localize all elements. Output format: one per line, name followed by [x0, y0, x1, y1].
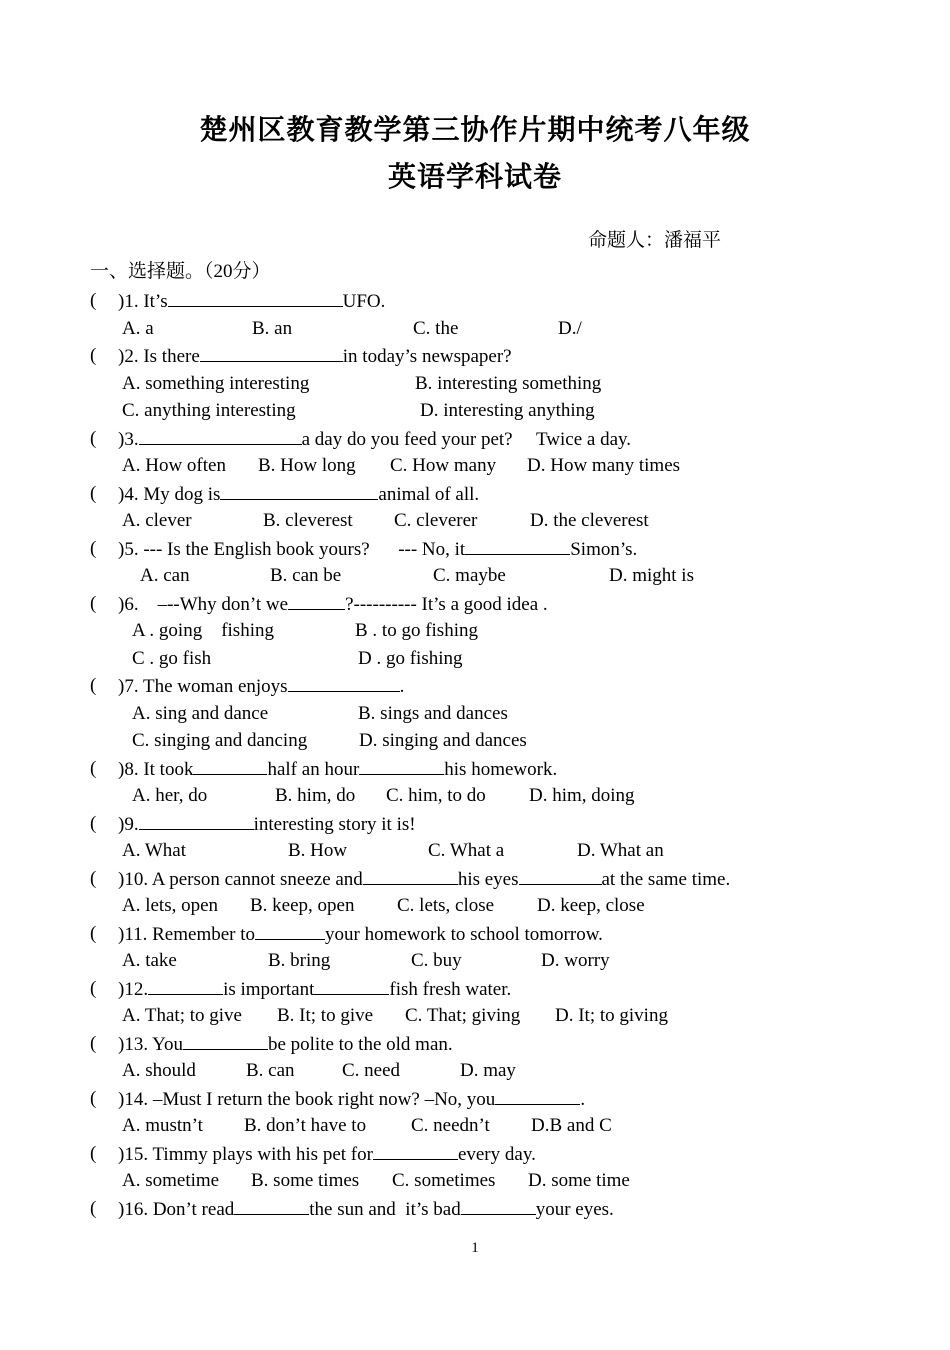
answer-blank[interactable]: [314, 977, 389, 995]
exam-title-line2: 英语学科试卷: [387, 160, 562, 193]
question-text-after: .: [580, 1089, 586, 1110]
question-text: )2. Is there: [118, 346, 200, 367]
option-b[interactable]: B. him, do: [275, 785, 356, 806]
option-c[interactable]: C. That; giving: [405, 1005, 521, 1026]
answer-paren[interactable]: (: [90, 538, 97, 559]
answer-paren[interactable]: (: [90, 290, 97, 311]
option-b[interactable]: B. don’t have to: [244, 1115, 367, 1136]
option-b[interactable]: B . to go fishing: [355, 620, 478, 641]
option-a[interactable]: A. sing and dance: [132, 703, 269, 724]
option-d[interactable]: D. might is: [609, 565, 694, 586]
answer-blank[interactable]: [139, 812, 254, 830]
question-text-after: .: [399, 676, 405, 697]
option-b[interactable]: B. How long: [258, 455, 356, 476]
option-a[interactable]: A. should: [122, 1060, 196, 1081]
question-text-after: a day do you feed your pet? Twice a day.: [301, 429, 632, 450]
question-text: )16. Don’t read: [118, 1199, 235, 1220]
option-d[interactable]: D. singing and dances: [359, 730, 527, 751]
answer-blank[interactable]: [495, 1087, 580, 1105]
answer-blank[interactable]: [288, 592, 345, 610]
question-text: )14. –Must I return the book right now? –No, you: [118, 1089, 496, 1110]
option-d[interactable]: D. It; to giving: [555, 1005, 668, 1026]
answer-blank[interactable]: [183, 1032, 268, 1050]
option-c[interactable]: C . go fish: [132, 648, 212, 669]
question-text: )6. –--Why don’t we: [118, 594, 289, 615]
answer-paren[interactable]: (: [90, 978, 97, 999]
option-b[interactable]: B. sings and dances: [358, 703, 508, 724]
question-text-after: at the same time.: [601, 869, 731, 890]
question-text: )1. It’s: [118, 291, 168, 312]
option-d[interactable]: D. some time: [528, 1170, 630, 1191]
answer-blank[interactable]: [373, 1142, 458, 1160]
option-c[interactable]: C. lets, close: [397, 895, 495, 916]
answer-paren[interactable]: (: [90, 593, 97, 614]
answer-blank[interactable]: [200, 344, 343, 362]
answer-blank[interactable]: [168, 289, 343, 307]
option-d[interactable]: D . go fishing: [358, 648, 463, 669]
option-b[interactable]: B. interesting something: [415, 373, 602, 394]
option-a[interactable]: A. lets, open: [122, 895, 219, 916]
question-text-mid: the sun and it’s bad: [309, 1199, 461, 1220]
answer-paren[interactable]: (: [90, 758, 97, 779]
option-d[interactable]: D. may: [460, 1060, 516, 1081]
option-c[interactable]: C. the: [413, 318, 459, 339]
question-text: )12.: [118, 979, 149, 1000]
question-text-after: Simon’s.: [570, 539, 638, 560]
option-d[interactable]: D. keep, close: [537, 895, 645, 916]
answer-paren[interactable]: (: [90, 923, 97, 944]
option-a[interactable]: A. take: [122, 950, 177, 971]
option-d[interactable]: D. the cleverest: [530, 510, 649, 531]
answer-blank[interactable]: [255, 922, 325, 940]
answer-blank[interactable]: [193, 757, 267, 775]
question-text-mid: is important: [223, 979, 315, 1000]
option-a[interactable]: A. sometime: [122, 1170, 220, 1191]
exam-title-line1: 楚州区教育教学第三协作片期中统考八年级: [199, 113, 751, 146]
answer-paren[interactable]: (: [90, 1088, 97, 1109]
question-text-after: be polite to the old man.: [267, 1034, 453, 1055]
question-text-after: your eyes.: [535, 1199, 614, 1220]
answer-blank[interactable]: [465, 537, 570, 555]
answer-blank[interactable]: [461, 1197, 536, 1215]
question-text: )10. A person cannot sneeze and: [118, 869, 363, 890]
option-a[interactable]: A. her, do: [132, 785, 208, 806]
option-b[interactable]: B. It; to give: [277, 1005, 374, 1026]
question-text: )11. Remember to: [118, 924, 256, 945]
option-a[interactable]: A. a: [122, 318, 154, 339]
question-text: )9.: [118, 814, 139, 835]
answer-paren[interactable]: (: [90, 1033, 97, 1054]
option-b[interactable]: B. some times: [251, 1170, 360, 1191]
option-b[interactable]: B. can: [246, 1060, 295, 1081]
answer-blank[interactable]: [519, 867, 602, 885]
option-a[interactable]: A . going fishing: [132, 620, 274, 641]
option-c[interactable]: C. needn’t: [411, 1115, 490, 1136]
option-b[interactable]: B. keep, open: [250, 895, 355, 916]
answer-paren[interactable]: (: [90, 345, 97, 366]
option-c[interactable]: C. What a: [428, 840, 505, 861]
option-c[interactable]: C. him, to do: [386, 785, 486, 806]
question-text-after: animal of all.: [378, 484, 480, 505]
question-text: )4. My dog is: [118, 484, 221, 505]
option-c[interactable]: C. How many: [390, 455, 497, 476]
answer-blank[interactable]: [148, 977, 223, 995]
question-text-after: every day.: [457, 1144, 536, 1165]
question-text: )5. --- Is the English book yours? --- No, it: [118, 539, 466, 560]
answer-blank[interactable]: [363, 867, 458, 885]
option-b[interactable]: B. cleverest: [263, 510, 353, 531]
option-b[interactable]: B. bring: [268, 950, 331, 971]
author-line: 命题人：潘福平: [588, 230, 722, 251]
question-text-after: fish fresh water.: [389, 979, 512, 1000]
answer-blank[interactable]: [359, 757, 444, 775]
option-a[interactable]: A. something interesting: [122, 373, 310, 394]
option-a[interactable]: A. That; to give: [122, 1005, 242, 1026]
option-d[interactable]: D./: [558, 318, 582, 339]
section-heading: 一、选择题。（20分）: [90, 261, 271, 282]
question-text-after: UFO.: [342, 291, 386, 312]
option-d[interactable]: D. worry: [541, 950, 610, 971]
answer-blank[interactable]: [234, 1197, 309, 1215]
answer-paren[interactable]: (: [90, 813, 97, 834]
option-d[interactable]: D. What an: [577, 840, 664, 861]
option-a[interactable]: A. How often: [122, 455, 226, 476]
option-c[interactable]: C. need: [342, 1060, 401, 1081]
option-c[interactable]: C. singing and dancing: [132, 730, 308, 751]
option-c[interactable]: C. sometimes: [392, 1170, 496, 1191]
question-text-mid: his eyes: [457, 869, 519, 890]
question-text-after: your homework to school tomorrow.: [325, 924, 603, 945]
option-b[interactable]: B. an: [252, 318, 293, 339]
answer-paren[interactable]: (: [90, 1143, 97, 1164]
option-c[interactable]: C. anything interesting: [122, 400, 296, 421]
option-d[interactable]: D. interesting anything: [420, 400, 595, 421]
answer-paren[interactable]: (: [90, 1198, 97, 1219]
option-d[interactable]: D. him, doing: [529, 785, 635, 806]
option-c[interactable]: C. buy: [411, 950, 462, 971]
option-a[interactable]: A. What: [122, 840, 187, 861]
question-text-after: interesting story it is!: [253, 814, 416, 835]
answer-paren[interactable]: (: [90, 675, 97, 696]
option-a[interactable]: A. mustn’t: [122, 1115, 203, 1136]
option-b[interactable]: B. How: [288, 840, 348, 861]
question-text-mid: half an hour: [267, 759, 360, 780]
option-c[interactable]: C. cleverer: [394, 510, 478, 531]
question-text: )13. You: [118, 1034, 183, 1055]
option-b[interactable]: B. can be: [270, 565, 342, 586]
question-text: )15. Timmy plays with his pet for: [118, 1144, 373, 1165]
question-text: )7. The woman enjoys: [118, 676, 288, 697]
answer-paren[interactable]: (: [90, 428, 97, 449]
option-d[interactable]: D.B and C: [531, 1115, 612, 1136]
question-text-after: his homework.: [444, 759, 558, 780]
answer-blank[interactable]: [139, 427, 302, 445]
answer-blank[interactable]: [288, 674, 400, 692]
option-d[interactable]: D. How many times: [527, 455, 681, 476]
option-c[interactable]: C. maybe: [433, 565, 506, 586]
option-a[interactable]: A. can: [140, 565, 190, 586]
question-text: )8. It took: [118, 759, 194, 780]
answer-paren[interactable]: (: [90, 483, 97, 504]
option-a[interactable]: A. clever: [122, 510, 192, 531]
page-number: 1: [471, 1240, 479, 1256]
question-text-after: in today’s newspaper?: [342, 346, 512, 367]
question-text: )3.: [118, 429, 139, 450]
answer-paren[interactable]: (: [90, 868, 97, 889]
answer-blank[interactable]: [220, 482, 378, 500]
question-text-after: ?---------- It’s a good idea .: [345, 594, 548, 615]
